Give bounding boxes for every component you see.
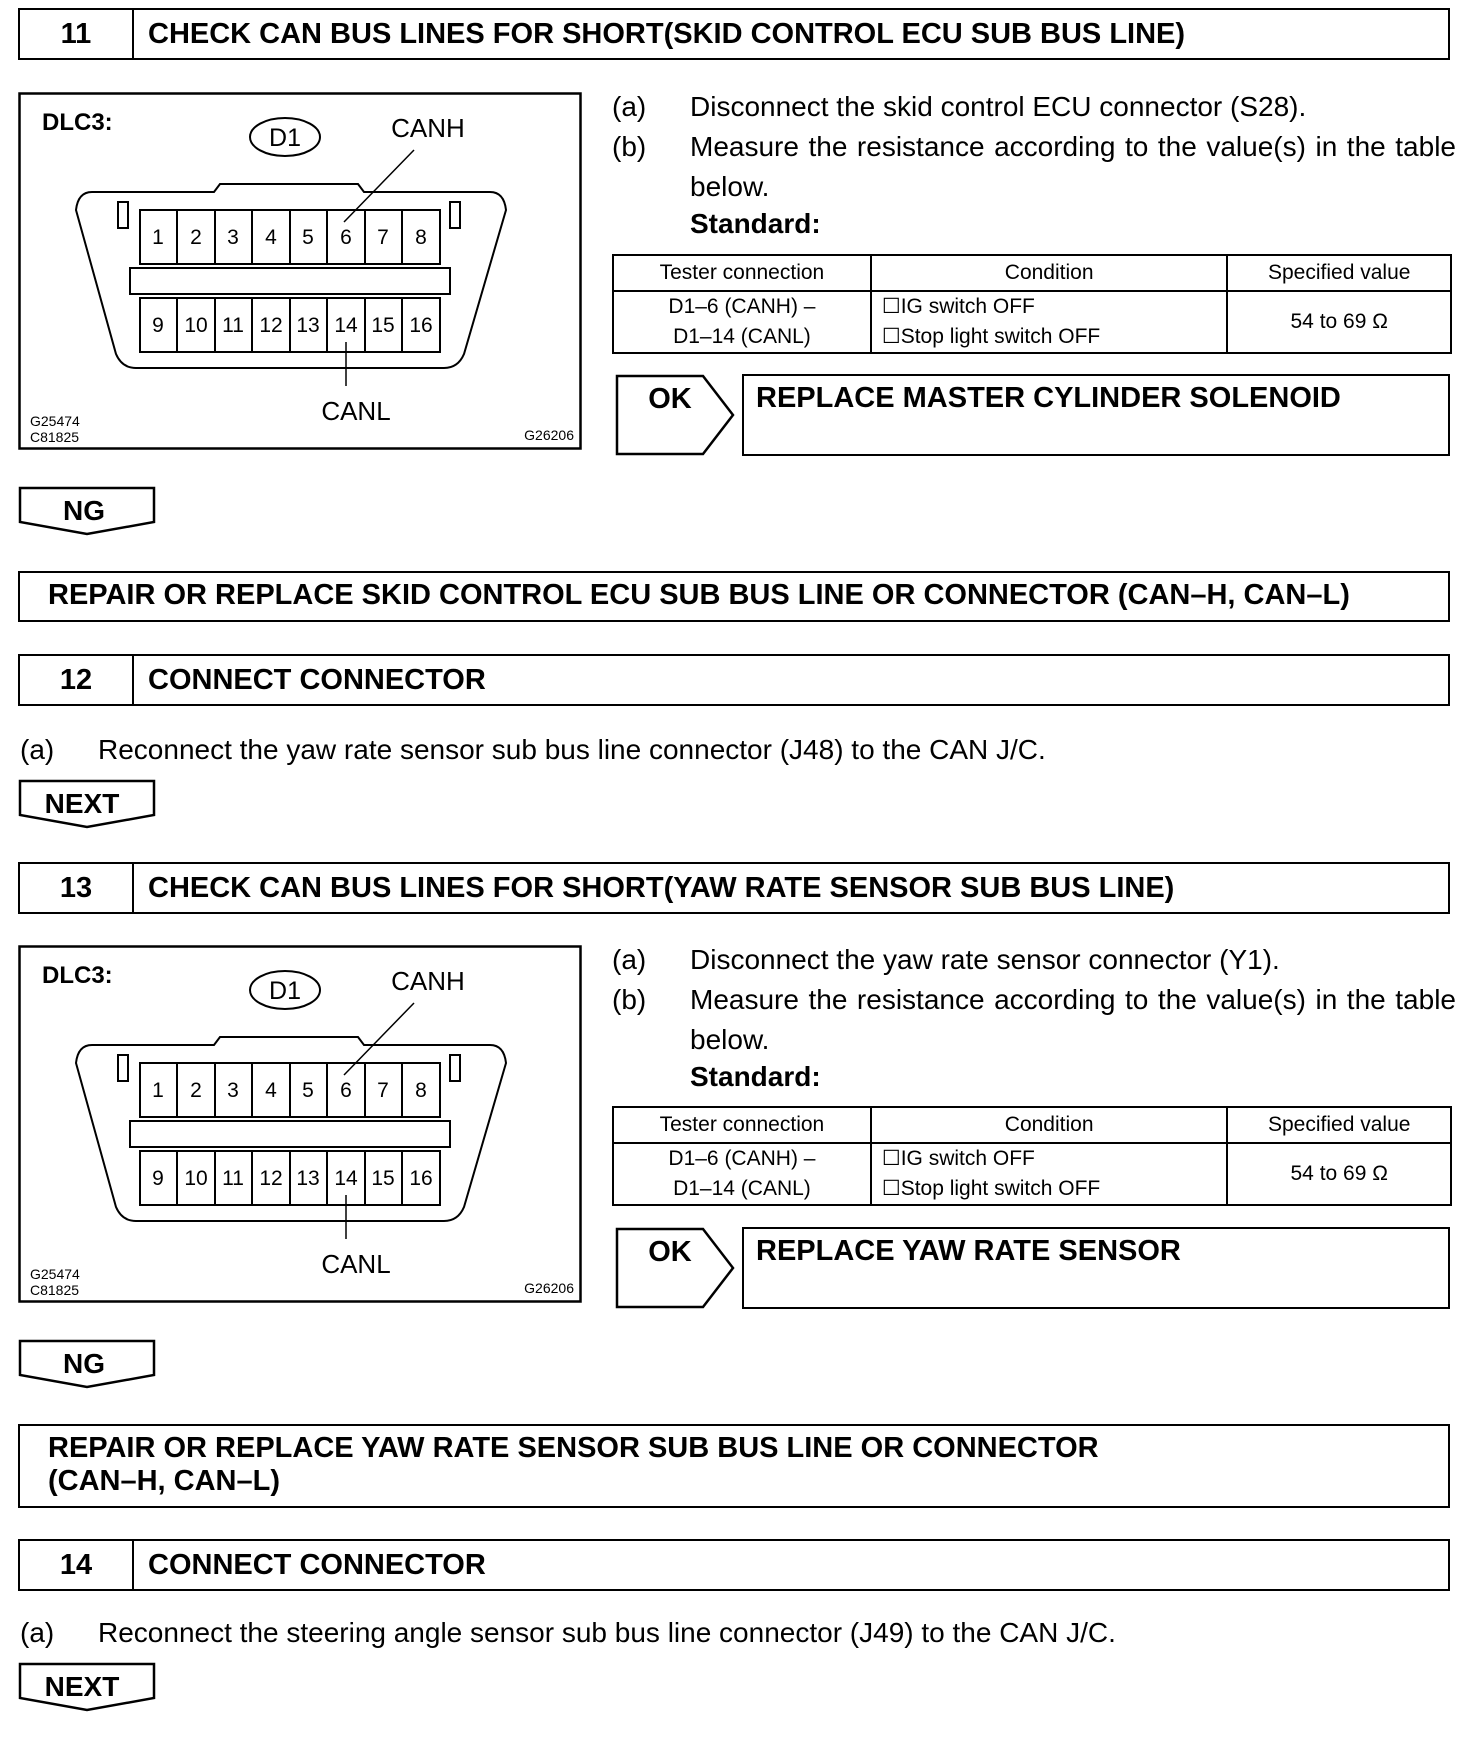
ng-tag-icon (18, 1339, 156, 1389)
connector-label: DLC3: (42, 962, 113, 989)
ok-action-box: REPLACE MASTER CYLINDER SOLENOID (742, 374, 1450, 456)
pin-13: 13 (296, 1167, 320, 1190)
pin-10: 10 (184, 314, 208, 337)
step-a: (a) Disconnect the yaw rate sensor connector (Y1). (612, 944, 1280, 975)
pin-8: 8 (415, 1079, 427, 1102)
svg-text:NG: NG (63, 495, 105, 526)
pin-9: 9 (152, 314, 164, 337)
ng-tag-icon (18, 486, 156, 536)
figure-code: G25474 (30, 1266, 80, 1282)
pin-8: 8 (415, 226, 427, 249)
next-tag-icon (18, 779, 156, 829)
step-a: (a) Disconnect the skid control ECU connector (S28). (612, 91, 1307, 122)
canh-label: CANH (391, 966, 465, 996)
standard-label: Standard: (690, 1061, 821, 1092)
condition-cell: ☐IG switch OFF ☐Stop light switch OFF (871, 291, 1228, 353)
pin-3: 3 (227, 1079, 239, 1102)
pin-9: 9 (152, 1167, 164, 1190)
specified-value-cell: 54 to 69 Ω (1227, 291, 1451, 353)
connector-id: D1 (269, 124, 301, 152)
pin-3: 3 (227, 226, 239, 249)
connector-id: D1 (269, 977, 301, 1005)
figure-code: G26206 (524, 427, 574, 443)
tester-connection-cell: D1–6 (CANH) – D1–14 (CANL) (613, 291, 871, 353)
section-11-header (18, 8, 1450, 60)
svg-text:OK: OK (648, 1236, 692, 1268)
step-b: (b) Measure the resistance according to the value(s) in the table below. (612, 131, 1456, 202)
svg-text:NEXT: NEXT (44, 1671, 120, 1702)
pin-4: 4 (265, 226, 277, 249)
pin-4: 4 (265, 1079, 277, 1102)
pin-12: 12 (259, 314, 283, 337)
dlc3-connector-diagram (18, 945, 582, 1303)
dlc3-connector-diagram (18, 92, 582, 450)
pin-1: 1 (152, 226, 164, 249)
section-number: 14 (20, 1541, 134, 1589)
checkbox-icon: ☐ (881, 1147, 901, 1170)
section-title: CHECK CAN BUS LINES FOR SHORT(SKID CONTROL ECU SUB BUS LINE) (148, 17, 1186, 50)
ng-action-box: REPAIR OR REPLACE YAW RATE SENSOR SUB BUS LINE OR CONNECTOR (CAN–H, CAN–L) (18, 1424, 1450, 1508)
col-header: Specified value (1227, 255, 1451, 291)
checkbox-icon: ☐ (881, 295, 901, 318)
col-header: Tester connection (613, 1107, 871, 1143)
pin-7: 7 (377, 226, 389, 249)
pin-5: 5 (302, 226, 314, 249)
pin-5: 5 (302, 1079, 314, 1102)
pin-6: 6 (340, 226, 352, 249)
canl-label: CANL (321, 396, 391, 426)
pin-12: 12 (259, 1167, 283, 1190)
figure-code: C81825 (30, 1282, 80, 1298)
pin-11: 11 (222, 314, 244, 337)
canl-label: CANL (321, 1249, 391, 1279)
pin-14: 14 (334, 1167, 358, 1190)
svg-text:OK: OK (648, 383, 692, 415)
section-13-header (18, 862, 1450, 914)
pin-13: 13 (296, 314, 320, 337)
section-title: CHECK CAN BUS LINES FOR SHORT(YAW RATE SENSOR SUB BUS LINE) (148, 871, 1175, 904)
pin-2: 2 (190, 1079, 202, 1102)
ok-action-box: REPLACE YAW RATE SENSOR (742, 1227, 1450, 1309)
step-b: (b) Measure the resistance according to the value(s) in the table below. (612, 984, 1456, 1055)
svg-text:NEXT: NEXT (44, 788, 120, 819)
pin-2: 2 (190, 226, 202, 249)
checkbox-icon: ☐ (881, 1177, 901, 1200)
pin-16: 16 (409, 1167, 433, 1190)
pin-15: 15 (371, 314, 395, 337)
ng-action-box: REPAIR OR REPLACE SKID CONTROL ECU SUB BUS LINE OR CONNECTOR (CAN–H, CAN–L) (18, 571, 1450, 622)
specified-value-cell: 54 to 69 Ω (1227, 1143, 1451, 1205)
pin-11: 11 (222, 1167, 244, 1190)
pin-1: 1 (152, 1079, 164, 1102)
col-header: Condition (871, 255, 1228, 291)
col-header: Tester connection (613, 255, 871, 291)
pin-6: 6 (340, 1079, 352, 1102)
canh-label: CANH (391, 113, 465, 143)
figure-code: G26206 (524, 1280, 574, 1296)
pin-7: 7 (377, 1079, 389, 1102)
pin-15: 15 (371, 1167, 395, 1190)
pin-16: 16 (409, 314, 433, 337)
section-14-header (18, 1539, 1450, 1591)
section-title: CONNECT CONNECTOR (148, 663, 486, 696)
pin-14: 14 (334, 314, 358, 337)
standard-label: Standard: (690, 208, 821, 239)
figure-code: C81825 (30, 429, 80, 445)
figure-code: G25474 (30, 413, 80, 429)
step-a: (a) Reconnect the yaw rate sensor sub bus line connector (J48) to the CAN J/C. (20, 734, 1046, 765)
section-number: 11 (20, 10, 134, 58)
next-tag-icon (18, 1662, 156, 1712)
spec-table (612, 1106, 1452, 1206)
ok-arrow-icon (615, 1227, 735, 1309)
condition-cell: ☐IG switch OFF ☐Stop light switch OFF (871, 1143, 1228, 1205)
ok-arrow-icon (615, 374, 735, 456)
spec-table (612, 254, 1452, 354)
section-title: CONNECT CONNECTOR (148, 1548, 486, 1581)
pin-10: 10 (184, 1167, 208, 1190)
section-number: 13 (20, 864, 134, 912)
col-header: Condition (871, 1107, 1228, 1143)
step-a: (a) Reconnect the steering angle sensor sub bus line connector (J49) to the CAN J/C. (20, 1617, 1116, 1648)
tester-connection-cell: D1–6 (CANH) – D1–14 (CANL) (613, 1143, 871, 1205)
connector-label: DLC3: (42, 109, 113, 136)
svg-text:NG: NG (63, 1348, 105, 1379)
col-header: Specified value (1227, 1107, 1451, 1143)
checkbox-icon: ☐ (881, 325, 901, 348)
section-12-header (18, 654, 1450, 706)
section-number: 12 (20, 656, 134, 704)
